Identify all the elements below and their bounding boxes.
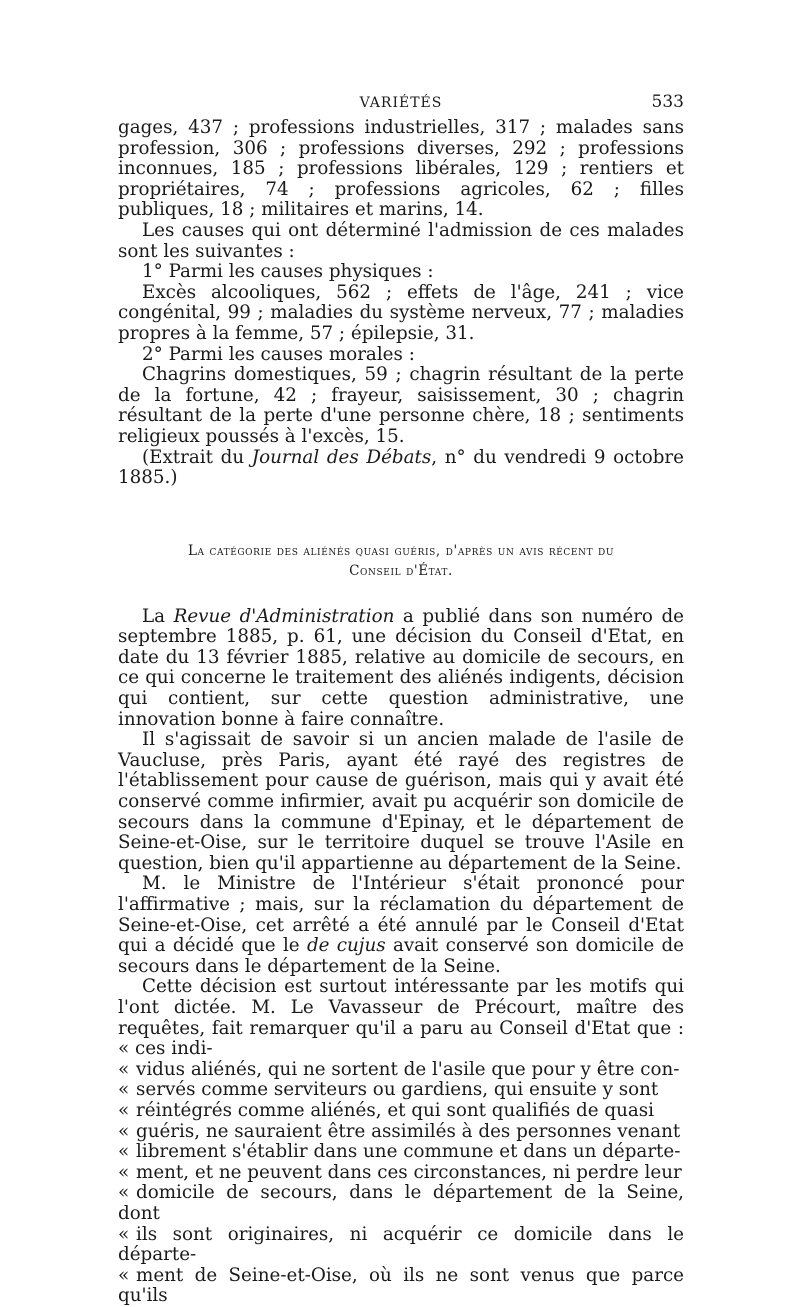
revue-before: La <box>142 605 174 627</box>
section-title-line2: Conseil d'État. <box>349 562 453 579</box>
revue-after: a publié dans son numéro de septembre 1885, p. 61, une décision du Conseil d'Etat, en date du 13 février 1885, relative au domicile de secours, en ce qui concerne le traitement des aliénés indigents, décision qui contient, sur cette question administrative, une innovation bonne à faire connaître. <box>118 605 684 730</box>
paragraph-moral-heading: 2° Parmi les causes morales : <box>142 343 415 365</box>
paragraph-physical-heading: 1° Parmi les causes physiques : <box>142 261 434 283</box>
paragraph-causes-intro: Les causes qui ont déterminé l'admission de ces malades sont les suivantes : <box>118 219 684 262</box>
guillemet: « <box>118 1182 130 1204</box>
quote-line-text: ment de Seine-et-Oise, où ils ne sont venus que parce qu'ils <box>118 1264 684 1307</box>
quote-line-text: librement s'établir dans une commune et dans un départe- <box>136 1141 681 1163</box>
de-cujus: de cujus <box>306 935 386 957</box>
quote-line-text: ment, et ne peuvent dans ces circonstances, ni perdre leur <box>136 1161 682 1183</box>
guillemet: « <box>118 1264 130 1286</box>
quote-line <box>118 1142 684 1163</box>
quote-line-text: réintégrés comme aliénés, et qui sont qualifiés de quasi <box>136 1099 654 1121</box>
section-title-line1: La catégorie des aliénés quasi guéris, d'après un avis récent du <box>187 542 615 559</box>
quote-line <box>118 1163 684 1184</box>
quote-line-text: guéris, ne sauraient être assimilés à des personnes venant <box>136 1120 681 1142</box>
page-number: 533 <box>651 92 684 112</box>
guillemet: « <box>118 1223 130 1245</box>
paragraph-revue <box>118 607 684 731</box>
quote-line-text: domicile de secours, dans le département de la Seine, dont <box>118 1182 684 1224</box>
revue-title: Revue d'Administration <box>173 605 395 627</box>
guillemet: « <box>118 1141 130 1163</box>
quote-line <box>118 1101 684 1122</box>
paragraph-moral-causes: Chagrins domestiques, 59 ; chagrin résultant de la perte de la fortune, 42 ; frayeur, saisissement, 30 ; chagrin résultant de la perte d'une personne chère, 18 ; sentiments religieux poussés à l'excès, 15. <box>118 364 684 447</box>
paragraph-ministre <box>118 874 684 977</box>
quote-line-text: servés comme serviteurs ou gardiens, qui ensuite y sont <box>136 1079 659 1101</box>
paragraph-motifs: Cette décision est surtout intéressante par les motifs qui l'ont dictée. M. Le Vavasseur de Précourt, maître des requêtes, fait remarquer qu'il a paru au Conseil d'Etat que : « ces indi- <box>118 976 684 1060</box>
ministre-after: avait conservé son domicile de secours dans le département de la Seine. <box>118 935 684 977</box>
guillemet: « <box>118 1058 130 1080</box>
quote-line <box>118 1122 684 1143</box>
body-text <box>118 118 684 1307</box>
source-journal: Journal des Débats <box>251 446 432 468</box>
ministre-before: M. le Ministre de l'Intérieur s'était prononcé pour l'affirmative ; mais, sur la réclamation du département de Seine-et-Oise, cet arrêté a été annulé par le Conseil d'Etat qui a décidé que le <box>118 873 684 957</box>
guillemet: « <box>118 1120 130 1142</box>
source-after: , n° du vendredi 9 octobre 1885.) <box>118 446 684 489</box>
guillemet: « <box>118 1099 130 1121</box>
quote-line-text: ils sont originaires, ni acquérir ce domicile dans le départe- <box>118 1223 684 1266</box>
section-title <box>118 541 684 581</box>
paragraph-occupations: gages, 437 ; professions industrielles, 317 ; malades sans profession, 306 ; professions diverses, 292 ; professions inconnues, 185 ; professions libérales, 129 ; rentiers et propriétaires, 74 ; professions agricoles, 62 ; filles publiques, 18 ; militaires et marins, 14. <box>118 117 684 221</box>
paragraph-physical-causes: Excès alcooliques, 562 ; effets de l'âge, 241 ; vice congénital, 99 ; maladies du système nerveux, 77 ; maladies propres à la femme, 57 ; épilepsie, 31. <box>118 281 684 344</box>
guillemet: « <box>118 1079 130 1101</box>
quote-line <box>118 1060 684 1081</box>
guillemet: « <box>118 1161 130 1183</box>
quote-line-text: vidus aliénés, qui ne sortent de l'asile que pour y être con- <box>136 1058 680 1080</box>
running-title: VARIÉTÉS <box>359 95 443 111</box>
quote-line <box>118 1225 684 1266</box>
source-citation <box>118 448 684 489</box>
quote-line <box>118 1080 684 1101</box>
quote-line <box>118 1266 684 1307</box>
paragraph-case: Il s'agissait de savoir si un ancien malade de l'asile de Vaucluse, près Paris, ayant été rayé des registres de l'établissement pour cause de guérison, mais qui y avait été conservé comme infirmier, avait pu acquérir son domicile de secours dans la commune d'Epinay, et le département de Seine-et-Oise, sur le territoire duquel se trouve l'Asile en question, bien qu'il appartienne au département de la Seine. <box>118 729 684 874</box>
running-header <box>118 92 684 118</box>
quote-line <box>118 1183 684 1224</box>
source-before: (Extrait du <box>142 446 252 468</box>
book-page <box>118 92 684 1307</box>
